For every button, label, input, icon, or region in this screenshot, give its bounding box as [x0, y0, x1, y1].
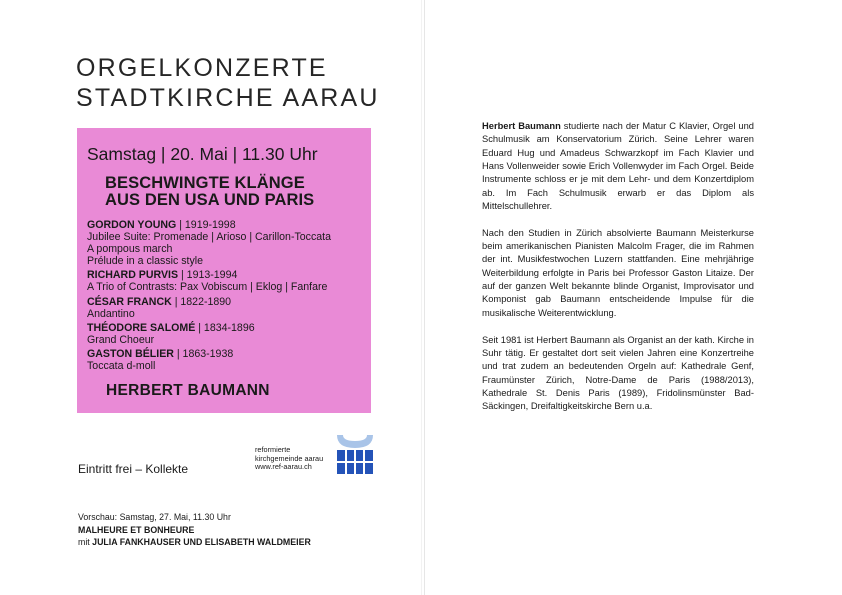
composer-years: | 1834-1896 — [195, 321, 255, 334]
org-website: www.ref-aarau.ch — [255, 462, 312, 472]
composer-years: | 1822-1890 — [171, 295, 232, 308]
composer-line — [87, 348, 369, 360]
organization-text — [255, 446, 323, 472]
concert-headline — [105, 175, 314, 209]
work-title: Jubilee Suite: Promenade | Arioso | Carillon-Toccata — [87, 231, 331, 244]
program-item — [87, 348, 369, 372]
bio-paragraph-1-text: studierte nach der Matur C Klavier, Orgel und Schulmusik am Konservatorium Zürich. Seine Lehrer waren Eduard Hug und Amadeus Schwarzkopf im Fach Klavier und Hans Vollenweider sowie Erich Vollenwyder im Fach Orgel. Beide Instrumente schloss er je mit dem Lehr- und dem Konzertdiplom ab. Im Fach Schulmusik erwarb er das Diplom als Mittelschullehrer. — [482, 121, 754, 212]
composer-name: THÉODORE SALOMÉ — [87, 321, 196, 334]
concert-date: Samstag | 20. Mai | 11.30 Uhr — [87, 144, 318, 164]
next-concert-preview — [78, 511, 311, 549]
logo-stripe — [336, 461, 374, 463]
biography — [482, 120, 754, 427]
preview-title: MALHEURE ET BONHEURE — [78, 524, 195, 535]
bio-paragraph-2: Nach den Studien in Zürich absolvierte Baumann Meisterkurse beim amerikanischen Pianisten Malcolm Frager, die im Rahmen der int. Musikfestwochen Luzern stattfanden. Eine mehrjährige Weiterbildung erfolgte in Paris bei Professor Gaston Litaize. Der auf der ganzen Welt bekannte blinde Organist, Improvisator und Komponist gab Baumann entscheidende Impulse für die musikalische Weiterentwicklung. — [482, 227, 754, 318]
composer-name: GORDON YOUNG — [87, 219, 177, 231]
page-fold — [424, 0, 425, 595]
venue-title: STADTKIRCHE AARAU — [76, 84, 380, 112]
composer-name: RICHARD PURVIS — [87, 269, 179, 282]
work-title: Prélude in a classic style — [87, 255, 203, 268]
composer-years: | 1863-1938 — [173, 347, 234, 360]
composer-years: | 1919-1998 — [176, 219, 236, 231]
org-line-2: kirchgemeinde aarau — [255, 453, 324, 463]
program-item — [87, 296, 369, 320]
bio-paragraph-1 — [482, 120, 754, 213]
program-item — [87, 269, 369, 293]
headline-line-2: AUS DEN USA UND PARIS — [105, 191, 315, 209]
work-title: A pompous march — [87, 243, 173, 256]
preview-with: mit — [78, 537, 93, 547]
page-fold-shadow — [421, 0, 422, 595]
logo-arc-shape — [337, 435, 373, 448]
headline-line-1: BESCHWINGTE KLÄNGE — [105, 174, 305, 192]
composer-name: GASTON BÉLIER — [87, 347, 174, 360]
church-logo-icon — [336, 435, 374, 475]
performer-name: HERBERT BAUMANN — [106, 382, 270, 399]
program-item — [87, 219, 369, 267]
preview-performers — [78, 536, 311, 549]
concert-info-box — [77, 128, 371, 413]
bio-name: Herbert Baumann — [482, 121, 561, 131]
bio-paragraph-3: Seit 1981 ist Herbert Baumann als Organist an der kath. Kirche in Suhr tätig. Er gestaltet dort seit vielen Jahren eine Konzertreihe und trat zudem an bedeutenden Orgeln auf: Kathedrale Genf, Fraumünster Zürich, Notre-Dame de Paris (1988/2013), Kathedrale St. Denis Paris (1989), Fridolinsmünster Bad-Säckingen, Dreifaltigkeitskirche Bern u.a. — [482, 334, 754, 412]
composer-name: CÉSAR FRANCK — [87, 295, 172, 308]
composer-line — [87, 322, 369, 334]
composer-line — [87, 219, 369, 231]
preview-date: Vorschau: Samstag, 27. Mai, 11.30 Uhr — [78, 512, 231, 522]
work-title: Grand Choeur — [87, 333, 155, 346]
work-title: Andantino — [87, 307, 135, 320]
work-title: A Trio of Contrasts: Pax Vobiscum | Eklog | Fanfare — [87, 281, 328, 294]
org-line-1: reformierte — [255, 445, 291, 454]
composer-line — [87, 269, 369, 281]
series-title: ORGELKONZERTE — [76, 54, 328, 82]
composer-years: | 1913-1994 — [178, 269, 238, 282]
admission-note: Eintritt frei – Kollekte — [78, 462, 189, 476]
composer-line — [87, 296, 369, 308]
work-title: Toccata d-moll — [87, 360, 156, 373]
program-item — [87, 322, 369, 346]
preview-performer-names: JULIA FANKHAUSER UND ELISABETH WALDMEIER — [92, 537, 311, 547]
program-list — [87, 219, 369, 374]
